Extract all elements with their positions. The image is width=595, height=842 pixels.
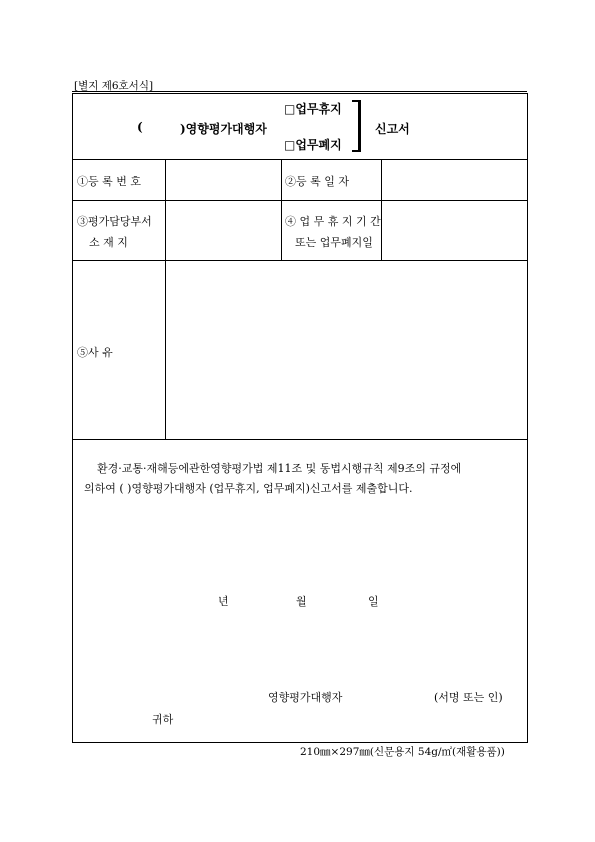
period-label-line1: ④ 업 무 휴 지 기 간 <box>285 215 381 228</box>
statement-line2: 의하여 ( )영향평가대행자 (업무휴지, 업무폐지)신고서를 제출합니다. <box>84 482 413 495</box>
reg-date-label: ②등 록 일 자 <box>285 175 349 188</box>
title-main: )영향평가대행자 <box>180 122 267 136</box>
signature-agent: 영향평가대행자 <box>268 691 343 704</box>
period-field[interactable] <box>382 201 525 259</box>
option-close-checkbox[interactable]: □업무폐지 <box>284 138 342 152</box>
reg-date-field[interactable] <box>382 160 525 199</box>
title-bracket <box>352 100 361 152</box>
reason-label: ⑤사 유 <box>77 346 113 359</box>
office-label-line2: 소 재 지 <box>89 236 128 249</box>
period-label-line2: 또는 업무폐지일 <box>295 236 373 249</box>
recipient: 귀하 <box>152 713 174 726</box>
signature-sign: (서명 또는 인) <box>434 691 503 704</box>
date-day: 일 <box>368 595 379 608</box>
form-label: [별지 제6호서식] <box>74 80 154 92</box>
office-label-line1: ③평가담당부서 <box>77 215 152 228</box>
statement-line1: 환경·교통·재해등에관한영향평가법 제11조 및 동법시행규칙 제9조의 규정에 <box>97 462 462 475</box>
title-suffix: 신고서 <box>375 122 410 136</box>
row-divider <box>72 439 527 440</box>
form-label-underline <box>72 91 527 92</box>
date-month: 월 <box>296 595 307 608</box>
option-suspend-checkbox[interactable]: □업무휴지 <box>284 102 342 116</box>
office-location-field[interactable] <box>166 201 280 259</box>
paper-spec: 210㎜×297㎜(신문용지 54g/㎡(재활용품)) <box>300 746 505 758</box>
reg-number-label: ①등 록 번 호 <box>77 175 141 188</box>
reason-field[interactable] <box>166 261 525 438</box>
date-year: 년 <box>218 595 229 608</box>
column-divider <box>281 159 282 260</box>
title-prefix: ( <box>137 120 143 134</box>
reg-number-field[interactable] <box>166 160 280 199</box>
